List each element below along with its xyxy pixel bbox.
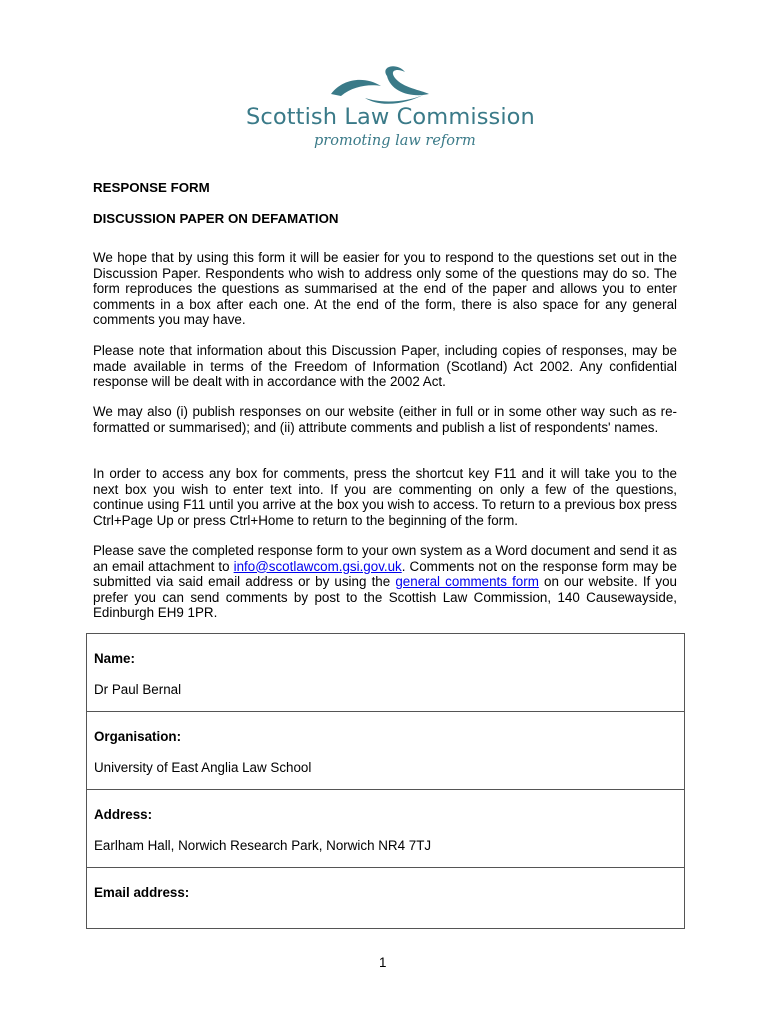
email-section[interactable] — [87, 868, 684, 928]
general-comments-form-link[interactable]: general comments form — [395, 574, 539, 590]
submission-paragraph — [93, 543, 677, 621]
submission-text-3: on our website. If you prefer you can send comments by post to the Scottish Law Commission, 140 Causewayside, Edinburgh EH9 1PR. — [93, 574, 677, 621]
address-field[interactable]: Earlham Hall, Norwich Research Park, Norwich NR4 7TJ — [94, 838, 432, 853]
page-number: 1 — [379, 955, 387, 970]
organisation-label: Organisation: — [94, 729, 182, 744]
form-title: RESPONSE FORM — [93, 180, 210, 195]
intro-paragraph: We hope that by using this form it will be easier for you to respond to the questions set out in the Discussion Paper. Respondents who wish to address only some of the questions may do so. The form reproduces the questions as summarised at the end of the paper and allows you to enter comments in a box after each one. At the end of the form, there is also space for any general comments you may have. — [93, 250, 677, 328]
organisation-field[interactable]: University of East Anglia Law School — [94, 760, 312, 775]
logo-tagline: promoting law reform — [314, 133, 476, 149]
paper-title: DISCUSSION PAPER ON DEFAMATION — [93, 211, 339, 226]
foi-paragraph: Please note that information about this Discussion Paper, including copies of responses, may be made available in terms of the Freedom of Information (Scotland) Act 2002. Any confidential response will be dealt with in accordance with the 2002 Act. — [93, 343, 677, 390]
submission-text-1: Please save the completed response form to your own system as a Word document and send it as an email attachment to — [93, 543, 677, 574]
email-label: Email address: — [94, 885, 190, 900]
swirl-s-icon — [325, 64, 435, 106]
respondent-details-form — [86, 633, 685, 929]
address-label: Address: — [94, 807, 153, 822]
email-link[interactable]: info@scotlawcom.gsi.gov.uk — [233, 558, 402, 574]
name-field[interactable]: Dr Paul Bernal — [94, 682, 182, 697]
name-label: Name: — [94, 651, 135, 666]
publication-paragraph: We may also (i) publish responses on our website (either in full or in some other way such as re-formatted or summarised); and (ii) attribute comments and publish a list of respondents' names. — [93, 404, 677, 435]
logo-name: Scottish Law Commission — [246, 104, 535, 130]
name-section[interactable] — [87, 634, 684, 712]
address-section[interactable] — [87, 790, 684, 868]
navigation-paragraph: In order to access any box for comments, press the shortcut key F11 and it will take you to the next box you wish to enter text into. If you are commenting on only a few of the questions, continue using F11 until you arrive at the box you wish to access. To return to a previous box press Ctrl+Page Up or press Ctrl+Home to return to the beginning of the form. — [93, 466, 677, 528]
organisation-section[interactable] — [87, 712, 684, 790]
submission-text-2: . Comments not on the response form may be submitted via said email address or by using the — [93, 558, 677, 590]
scottish-law-commission-logo — [240, 60, 535, 160]
